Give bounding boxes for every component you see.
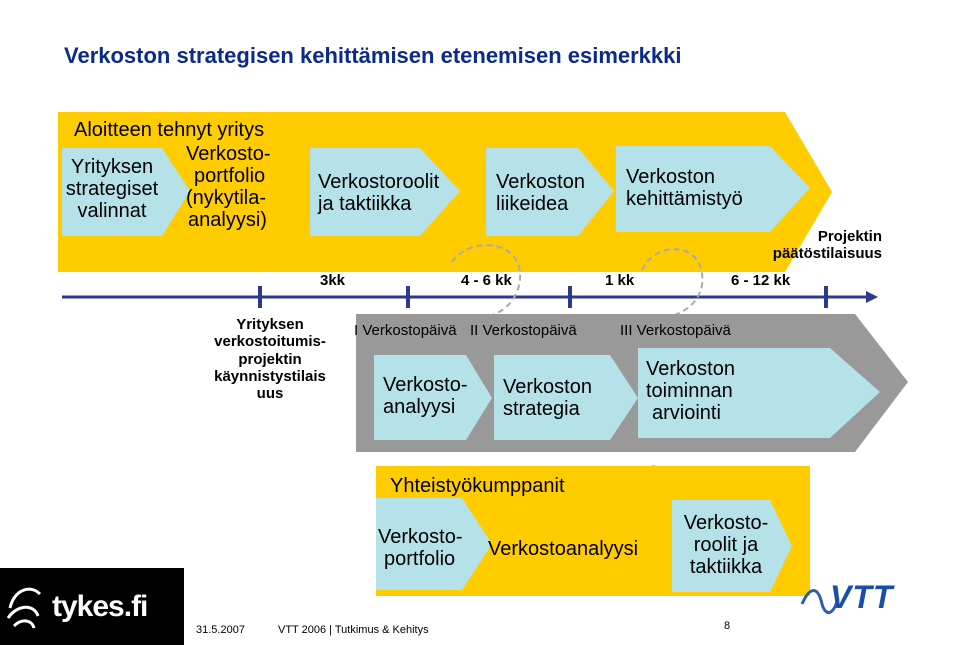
middle-step-2-label: Verkoston strategia (503, 376, 592, 420)
page-number: 8 (724, 620, 731, 632)
timeline-tick-4 (824, 286, 828, 308)
top-step-4-label: Verkoston liikeidea (496, 171, 585, 215)
timeline-label-2: 4 - 6 kk (461, 272, 512, 289)
timeline-tick-2 (406, 286, 410, 308)
footer-date: 31.5.2007 (196, 624, 245, 636)
vtt-logo: VTT (800, 574, 912, 620)
footer-org: VTT 2006 | Tutkimus & Kehitys (278, 624, 429, 636)
timeline-label-4: 6 - 12 kk (731, 272, 791, 289)
top-step-1-label: Yrityksen strategiset valinnat (65, 156, 159, 222)
kickoff-label: Yrityksen verkostoitumis- projektin käynnistystilais uus (214, 316, 326, 402)
bottom-step-1-label: Verkosto- portfolio (378, 526, 463, 570)
timeline-arrowhead (866, 291, 878, 303)
bottom-step-2-label: Verkostoanalyysi (488, 538, 639, 560)
middle-step-1-label: Verkosto- analyysi (383, 374, 468, 418)
timeline-label-1: 3kk (320, 272, 346, 289)
network-day-1: I Verkostopäivä (354, 322, 457, 339)
top-band-heading: Aloitteen tehnyt yritys (74, 119, 265, 141)
timeline-label-3: 1 kk (605, 272, 635, 289)
decision-label: Projektin päätöstilaisuus (772, 228, 882, 262)
page-title: Verkoston strategisen kehittämisen etenemisen esimerkkki (64, 43, 682, 68)
top-step-3-label: Verkostoroolit ja taktiikka (318, 171, 440, 215)
timeline-tick-3 (568, 286, 572, 308)
bottom-band-heading: Yhteistyökumppanit (390, 475, 565, 497)
timeline-tick-1 (258, 286, 262, 308)
top-step-2-label: Verkosto- portfolio (nykytila- analyysi) (186, 143, 271, 231)
network-day-2: II Verkostopäivä (470, 322, 577, 339)
network-day-3: III Verkostopäivä (620, 322, 731, 339)
middle-step-3-label: Verkoston toiminnan arviointi (646, 358, 735, 424)
tykes-logo: tykes.fi (0, 568, 184, 645)
top-step-5-label: Verkoston kehittämistyö (626, 166, 743, 210)
bottom-step-3-label: Verkosto- roolit ja taktiikka (683, 512, 769, 578)
